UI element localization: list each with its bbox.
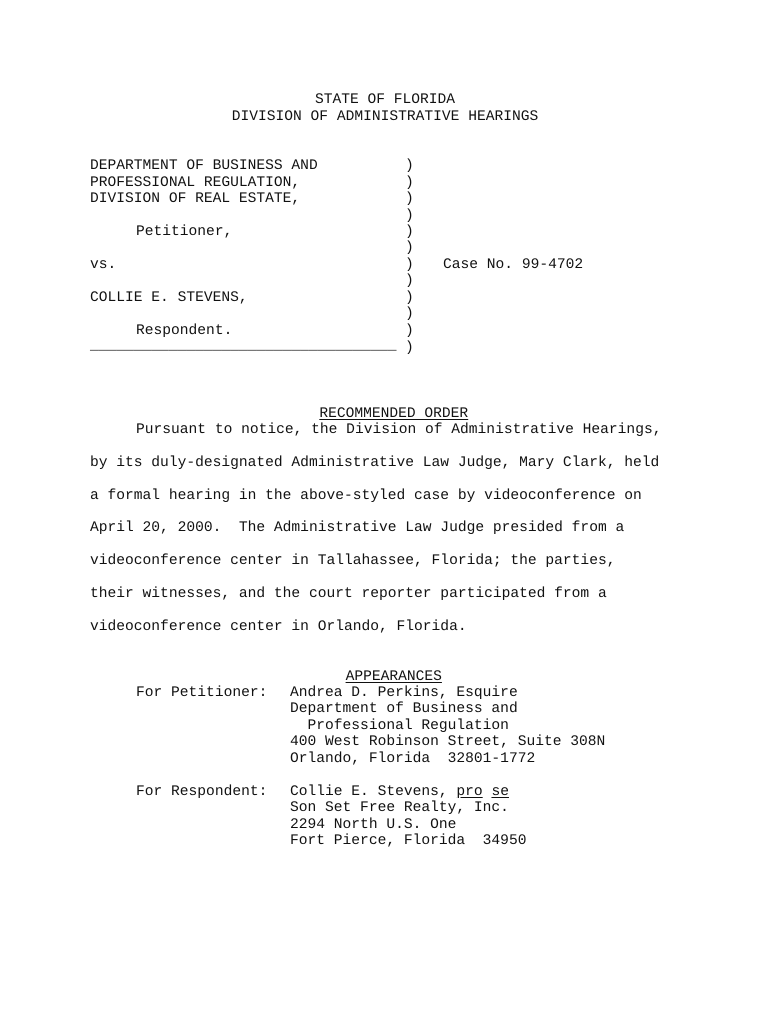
respondent-counsel-name-line	[290, 784, 509, 801]
caption-paren: )	[405, 224, 414, 240]
paragraph-line: April 20, 2000. The Administrative Law Judge presided from a	[90, 520, 625, 536]
petitioner-counsel-label: For Petitioner:	[136, 685, 268, 701]
caption-paren: )	[405, 175, 414, 191]
caption-paren: )	[405, 306, 414, 322]
appearances-title-wrap	[0, 652, 770, 685]
caption-paren: )	[405, 191, 414, 207]
caption-paren: )	[405, 323, 414, 339]
versus: vs.	[90, 257, 117, 273]
petitioner-counsel-line: Orlando, Florida 32801-1772	[290, 751, 536, 767]
petitioner-name-line-2: PROFESSIONAL REGULATION,	[90, 175, 301, 191]
se-text: se	[491, 784, 509, 800]
caption-paren: )	[405, 257, 414, 273]
pro-text: pro	[456, 784, 483, 800]
respondent-name: COLLIE E. STEVENS,	[90, 290, 248, 306]
caption-paren: )	[405, 340, 414, 356]
paragraph-line: videoconference center in Tallahassee, Florida; the parties,	[90, 553, 616, 569]
caption-underline: ___________________________________	[90, 338, 397, 354]
respondent-counsel-line: Fort Pierce, Florida 34950	[290, 833, 527, 849]
petitioner-role: Petitioner,	[136, 224, 233, 240]
paragraph-line: Pursuant to notice, the Division of Administrative Hearings,	[136, 422, 662, 438]
header-state: STATE OF FLORIDA	[314, 92, 456, 108]
caption-paren: )	[405, 208, 414, 224]
paragraph-line: videoconference center in Orlando, Florida.	[90, 619, 467, 635]
caption-paren: )	[405, 240, 414, 256]
petitioner-counsel-line: Andrea D. Perkins, Esquire	[290, 685, 518, 701]
respondent-counsel-line: Son Set Free Realty, Inc.	[290, 800, 509, 816]
caption-paren: )	[405, 290, 414, 306]
caption-paren: )	[405, 273, 414, 289]
paragraph-line: by its duly-designated Administrative Law Judge, Mary Clark, held	[90, 455, 660, 471]
petitioner-counsel-line: Department of Business and	[290, 701, 518, 717]
paragraph-line: their witnesses, and the court reporter participated from a	[90, 586, 607, 602]
order-title: RECOMMENDED ORDER	[319, 406, 469, 422]
petitioner-name-line-3: DIVISION OF REAL ESTATE,	[90, 191, 301, 207]
respondent-counsel-label: For Respondent:	[136, 784, 268, 800]
respondent-counsel-name: Collie E. Stevens,	[290, 784, 448, 800]
caption-paren: )	[405, 158, 414, 174]
order-title-wrap	[0, 389, 770, 422]
paragraph-line: a formal hearing in the above-styled case by videoconference on	[90, 488, 642, 504]
header-division: DIVISION OF ADMINISTRATIVE HEARINGS	[231, 109, 539, 125]
petitioner-name-line-1: DEPARTMENT OF BUSINESS AND	[90, 158, 318, 174]
respondent-counsel-line: 2294 North U.S. One	[290, 817, 457, 833]
petitioner-counsel-line: 400 West Robinson Street, Suite 308N	[290, 734, 606, 750]
appearances-title: APPEARANCES	[345, 669, 442, 685]
petitioner-counsel-line: Professional Regulation	[290, 718, 509, 734]
respondent-role: Respondent.	[136, 323, 233, 339]
case-number: Case No. 99-4702	[443, 257, 584, 273]
